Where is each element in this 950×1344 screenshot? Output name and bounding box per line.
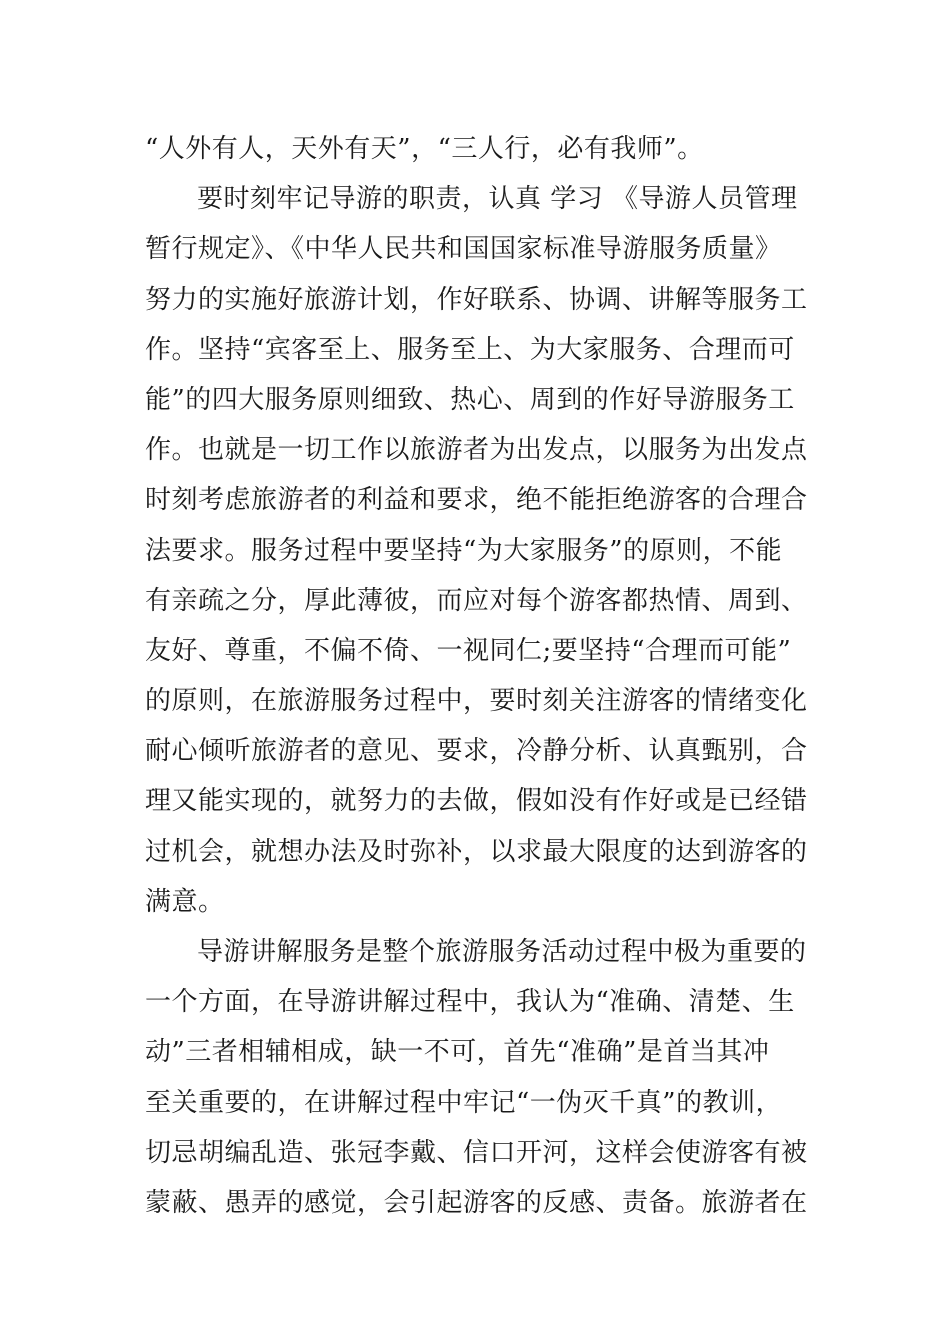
text-line: 的原则，在旅游服务过程中，要时刻关注游客的情绪变化 [145, 686, 808, 717]
text-line: 努力的实施好旅游计划，作好联系、协调、讲解等服务工 [145, 284, 808, 315]
text-line: 至关重要的，在讲解过程中牢记“一伪灭千真”的教训， [145, 1087, 783, 1118]
text-line: 蒙蔽、愚弄的感觉，会引起游客的反感、责备。旅游者在 [145, 1187, 808, 1218]
text-line: 作。坚持“宾客至上、服务至上、为大家服务、合理而可 [145, 334, 795, 365]
text-line: 过机会，就想办法及时弥补，以求最大限度的达到游客的 [145, 836, 808, 867]
text-line: 能”的四大服务原则细致、热心、周到的作好导游服务工 [145, 384, 795, 415]
text-line: “人外有人，天外有天”，“三人行，必有我师”。 [145, 134, 704, 164]
text-line: 导游讲解服务是整个旅游服务活动过程中极为重要的 [197, 937, 807, 967]
document-body-text [145, 124, 815, 1228]
text-line: 暂行规定》、《中华人民共和国国家标准导游服务质量》 [145, 234, 782, 265]
text-line: 有亲疏之分，厚此薄彼，而应对每个游客都热情、周到、 [145, 585, 808, 616]
text-line: 时刻考虑旅游者的利益和要求，绝不能拒绝游客的合理合 [145, 485, 808, 516]
text-line: 法要求。服务过程中要坚持“为大家服务”的原则，不能 [145, 535, 783, 566]
text-line: 耐心倾听旅游者的意见、要求，冷静分析、认真甄别，合 [145, 736, 808, 767]
text-line: 要时刻牢记导游的职责，认真 学习 《导游人员管理 [197, 184, 798, 215]
text-line: 作。也就是一切工作以旅游者为出发点，以服务为出发点 [145, 435, 808, 466]
text-line: 理又能实现的，就努力的去做，假如没有作好或是已经错 [145, 786, 808, 817]
text-line: 一个方面，在导游讲解过程中，我认为“准确、清楚、生 [145, 987, 795, 1018]
text-line: 满意。 [145, 886, 225, 917]
text-line: 友好、尊重，不偏不倚、一视同仁;要坚持“合理而可能” [145, 635, 792, 666]
text-line: 动”三者相辅相成，缺一不可，首先“准确”是首当其冲 [145, 1037, 770, 1068]
text-line: 切忌胡编乱造、张冠李戴、信口开河，这样会使游客有被 [145, 1137, 808, 1168]
